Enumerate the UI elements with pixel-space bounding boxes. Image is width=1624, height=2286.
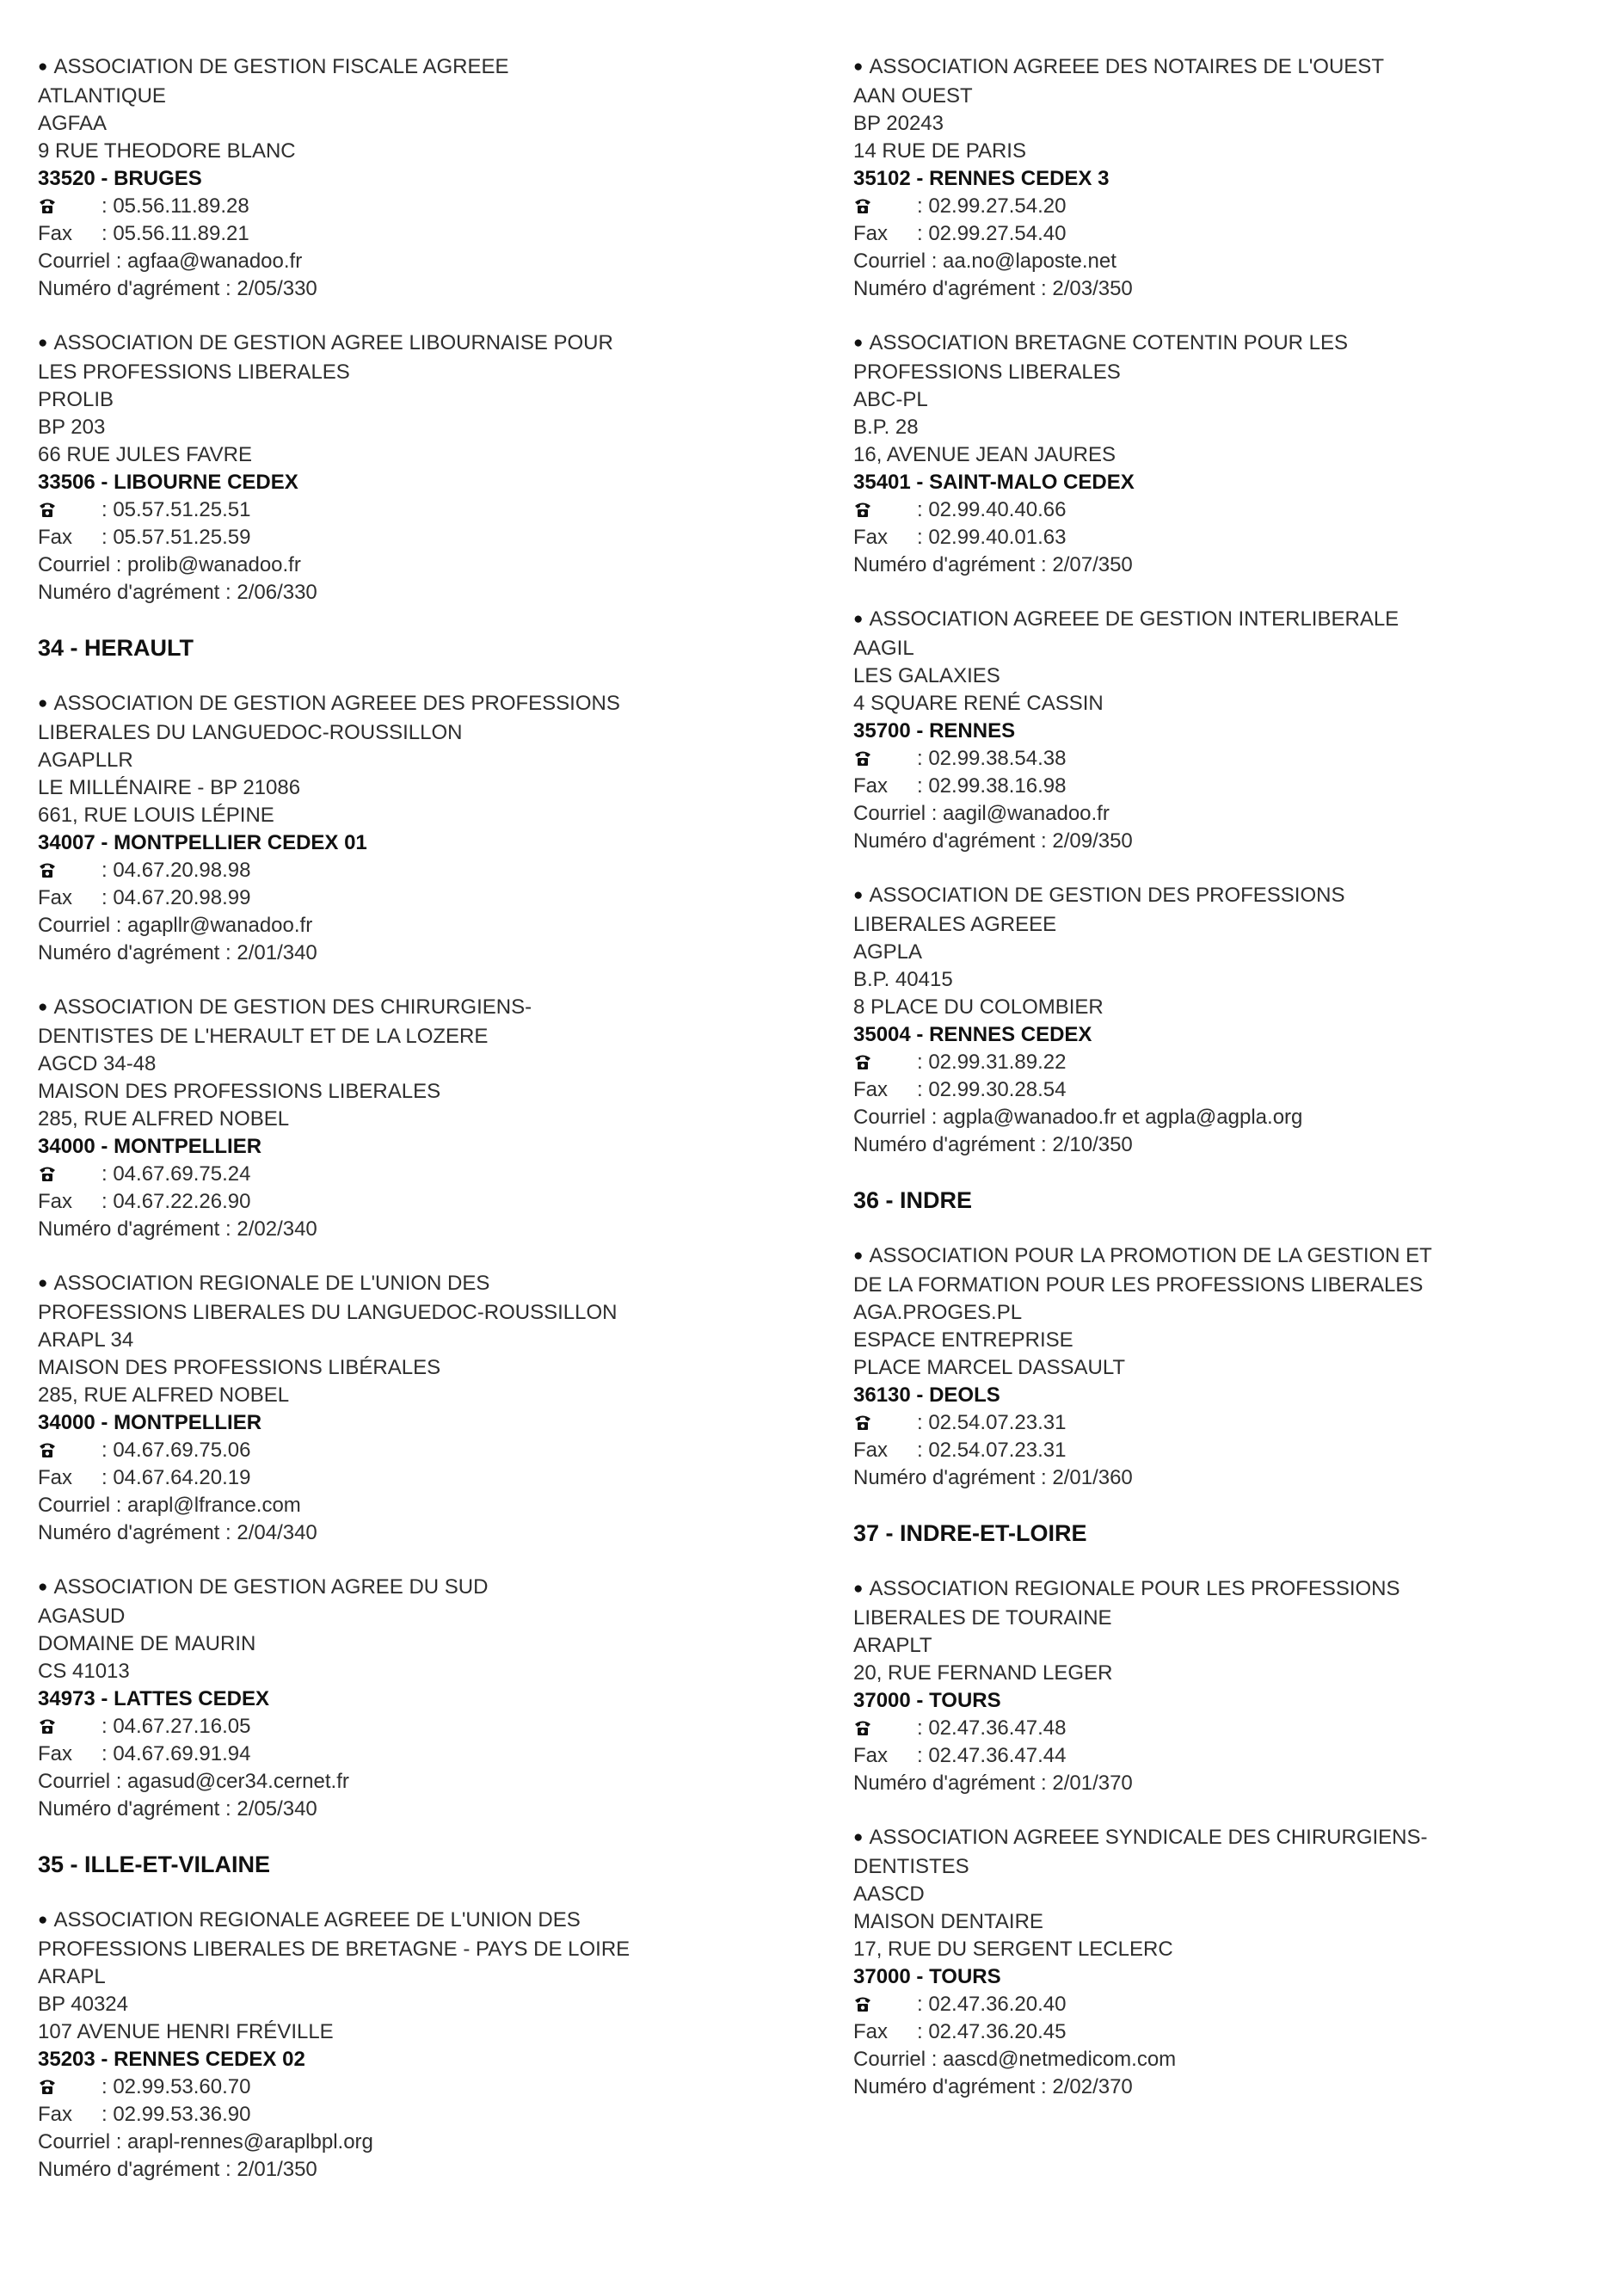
agrement-number: Numéro d'agrément : 2/01/350: [38, 2158, 317, 2181]
postal-city: 35102 - RENNES CEDEX 3: [853, 167, 1110, 190]
address-line: B.P. 40415: [853, 968, 953, 991]
fax-number: : 02.99.40.01.63: [917, 526, 1067, 549]
association-entry: [38, 690, 795, 967]
phone-row: [853, 1991, 1610, 2018]
phone-row: [38, 2073, 795, 2101]
address-line: ESPACE ENTREPRISE: [853, 1328, 1073, 1352]
address-line: ARAPL 34: [38, 1328, 134, 1352]
association-name: ● ASSOCIATION DE GESTION DES CHIRURGIENS-: [38, 994, 795, 1023]
address-line: AGA.PROGES.PL: [853, 1301, 1023, 1324]
fax-number: : 02.54.07.23.31: [917, 1439, 1067, 1462]
address-line: PLACE MARCEL DASSAULT: [853, 1356, 1126, 1379]
association-entry: [38, 330, 795, 607]
address-line: 661, RUE LOUIS LÉPINE: [38, 804, 274, 827]
association-entry: [853, 1242, 1610, 1492]
fax-row: [38, 1188, 795, 1216]
email-line: Courriel : arapl@lfrance.com: [38, 1494, 301, 1517]
agrement-number: Numéro d'agrément : 2/03/350: [853, 277, 1133, 300]
telephone-icon: [38, 1713, 102, 1741]
phone-number: : 02.99.27.54.20: [917, 194, 1067, 218]
address-line: LES GALAXIES: [853, 664, 1000, 687]
agrement-number: Numéro d'agrément : 2/05/340: [38, 1797, 317, 1821]
fax-row: [853, 220, 1610, 248]
fax-number: : 04.67.22.26.90: [102, 1190, 251, 1213]
agrement-number: Numéro d'agrément : 2/04/340: [38, 1521, 317, 1544]
fax-number: : 04.67.69.91.94: [102, 1742, 251, 1765]
address-line: 285, RUE ALFRED NOBEL: [38, 1107, 290, 1131]
address-line: AAN OUEST: [853, 84, 973, 108]
phone-number: : 02.99.38.54.38: [917, 747, 1067, 770]
address-line: ARAPLT: [853, 1634, 932, 1657]
left-column: [38, 53, 795, 2210]
fax-row: [853, 524, 1610, 551]
phone-number: : 02.47.36.47.48: [917, 1716, 1067, 1740]
association-entry: [853, 1824, 1610, 2101]
association-name: ● ASSOCIATION REGIONALE DE L'UNION DES: [38, 1270, 795, 1299]
postal-city: 35401 - SAINT-MALO CEDEX: [853, 471, 1135, 494]
agrement-number: Numéro d'agrément : 2/05/330: [38, 277, 317, 300]
address-line: ARAPL: [38, 1965, 106, 1988]
postal-city: 34007 - MONTPELLIER CEDEX 01: [38, 831, 367, 854]
phone-number: : 05.57.51.25.51: [102, 498, 251, 521]
fax-label: Fax: [853, 2020, 889, 2043]
address-line: 17, RUE DU SERGENT LECLERC: [853, 1938, 1173, 1961]
address-line: 285, RUE ALFRED NOBEL: [38, 1383, 290, 1407]
email-line: Courriel : agpla@wanadoo.fr et agpla@agpla.org: [853, 1106, 1303, 1129]
postal-city: 33520 - BRUGES: [38, 167, 202, 190]
agrement-number: Numéro d'agrément : 2/01/370: [853, 1771, 1133, 1795]
fax-row: [38, 524, 795, 551]
telephone-icon: [38, 2073, 102, 2101]
fax-number: : 02.99.53.36.90: [102, 2103, 251, 2126]
association-name: ● ASSOCIATION POUR LA PROMOTION DE LA GESTION ET: [853, 1242, 1610, 1272]
address-line: LIBERALES DE TOURAINE: [853, 1606, 1112, 1630]
section-heading: 35 - ILLE-ET-VILAINE: [38, 1852, 271, 1877]
postal-city: 35004 - RENNES CEDEX: [853, 1023, 1092, 1046]
address-line: MAISON DES PROFESSIONS LIBERALES: [38, 1080, 441, 1103]
telephone-icon: [38, 193, 102, 220]
address-line: MAISON DENTAIRE: [853, 1910, 1043, 1933]
phone-number: : 04.67.69.75.24: [102, 1162, 251, 1186]
fax-row: [853, 2018, 1610, 2046]
phone-row: [853, 1715, 1610, 1742]
association-entry: [38, 1270, 795, 1547]
address-line: AAGIL: [853, 637, 914, 660]
agrement-number: Numéro d'agrément : 2/02/370: [853, 2075, 1133, 2098]
phone-number: : 04.67.69.75.06: [102, 1439, 251, 1462]
agrement-number: Numéro d'agrément : 2/07/350: [853, 553, 1133, 576]
postal-city: 34000 - MONTPELLIER: [38, 1135, 262, 1158]
fax-label: Fax: [38, 1466, 73, 1489]
address-line: DE LA FORMATION POUR LES PROFESSIONS LIBERALES: [853, 1273, 1424, 1297]
address-line: AGASUD: [38, 1605, 126, 1628]
address-line: AGCD 34-48: [38, 1052, 157, 1075]
address-line: PROFESSIONS LIBERALES: [853, 360, 1121, 384]
association-entry: [38, 1907, 795, 2184]
fax-row: [853, 1437, 1610, 1464]
association-entry: [853, 1575, 1610, 1797]
agrement-number: Numéro d'agrément : 2/01/340: [38, 941, 317, 964]
email-line: Courriel : aagil@wanadoo.fr: [853, 802, 1110, 825]
address-line: LES PROFESSIONS LIBERALES: [38, 360, 350, 384]
phone-number: : 05.56.11.89.28: [102, 194, 249, 218]
address-line: CS 41013: [38, 1660, 130, 1683]
postal-city: 36130 - DEOLS: [853, 1383, 1000, 1407]
email-line: Courriel : agapllr@wanadoo.fr: [38, 914, 313, 937]
agrement-number: Numéro d'agrément : 2/10/350: [853, 1133, 1133, 1156]
phone-row: [853, 496, 1610, 524]
fax-row: [38, 220, 795, 248]
association-entry: [853, 330, 1610, 579]
fax-row: [853, 773, 1610, 800]
association-name: ● ASSOCIATION DE GESTION AGREE DU SUD: [38, 1574, 795, 1603]
agrement-number: Numéro d'agrément : 2/09/350: [853, 829, 1133, 853]
phone-row: [38, 1161, 795, 1188]
fax-number: : 04.67.20.98.99: [102, 886, 251, 909]
association-entry: [853, 882, 1610, 1159]
fax-label: Fax: [853, 774, 889, 798]
phone-row: [38, 496, 795, 524]
association-name: ● ASSOCIATION REGIONALE POUR LES PROFESSIONS: [853, 1575, 1610, 1605]
address-line: LIBERALES AGREEE: [853, 913, 1057, 936]
fax-number: : 02.47.36.47.44: [917, 1744, 1067, 1767]
telephone-icon: [38, 857, 102, 884]
phone-number: : 02.99.31.89.22: [917, 1051, 1067, 1074]
fax-number: : 02.99.27.54.40: [917, 222, 1067, 245]
phone-number: : 04.67.27.16.05: [102, 1715, 251, 1738]
fax-number: : 04.67.64.20.19: [102, 1466, 251, 1489]
fax-number: : 02.99.38.16.98: [917, 774, 1067, 798]
address-line: PROLIB: [38, 388, 114, 411]
association-name: ● ASSOCIATION AGREEE DES NOTAIRES DE L'OUEST: [853, 53, 1610, 83]
postal-city: 33506 - LIBOURNE CEDEX: [38, 471, 298, 494]
telephone-icon: [38, 496, 102, 524]
phone-row: [853, 1409, 1610, 1437]
fax-label: Fax: [853, 1439, 889, 1462]
address-line: DOMAINE DE MAURIN: [38, 1632, 256, 1655]
address-line: AASCD: [853, 1882, 925, 1906]
email-line: Courriel : arapl-rennes@araplbpl.org: [38, 2130, 373, 2154]
postal-city: 34973 - LATTES CEDEX: [38, 1687, 269, 1710]
telephone-icon: [853, 496, 917, 524]
address-line: AGFAA: [38, 112, 108, 135]
association-name: ● ASSOCIATION AGREEE SYNDICALE DES CHIRURGIENS-: [853, 1824, 1610, 1853]
fax-label: Fax: [853, 222, 889, 245]
postal-city: 35203 - RENNES CEDEX 02: [38, 2048, 305, 2071]
association-name: ● ASSOCIATION REGIONALE AGREEE DE L'UNION DES: [38, 1907, 795, 1936]
fax-label: Fax: [853, 1078, 889, 1101]
fax-number: : 02.99.30.28.54: [917, 1078, 1067, 1101]
fax-label: Fax: [38, 2103, 73, 2126]
fax-number: : 05.57.51.25.59: [102, 526, 251, 549]
association-entry: [38, 1574, 795, 1823]
email-line: Courriel : aascd@netmedicom.com: [853, 2048, 1177, 2071]
phone-row: [38, 1437, 795, 1464]
phone-row: [853, 193, 1610, 220]
address-line: 107 AVENUE HENRI FRÉVILLE: [38, 2020, 334, 2043]
address-line: 16, AVENUE JEAN JAURES: [853, 443, 1116, 466]
address-line: 14 RUE DE PARIS: [853, 139, 1026, 163]
telephone-icon: [38, 1437, 102, 1464]
address-line: 4 SQUARE RENÉ CASSIN: [853, 692, 1104, 715]
association-name: ● ASSOCIATION AGREEE DE GESTION INTERLIBERALE: [853, 606, 1610, 635]
email-line: Courriel : agfaa@wanadoo.fr: [38, 250, 303, 273]
phone-row: [853, 745, 1610, 773]
association-name: ● ASSOCIATION BRETAGNE COTENTIN POUR LES: [853, 330, 1610, 359]
association-name: ● ASSOCIATION DE GESTION FISCALE AGREEE: [38, 53, 795, 83]
postal-city: 34000 - MONTPELLIER: [38, 1411, 262, 1434]
fax-label: Fax: [38, 1190, 73, 1213]
address-line: DENTISTES DE L'HERAULT ET DE LA LOZERE: [38, 1025, 489, 1048]
phone-number: : 02.99.53.60.70: [102, 2075, 251, 2098]
address-line: 66 RUE JULES FAVRE: [38, 443, 252, 466]
fax-number: : 05.56.11.89.21: [102, 222, 249, 245]
fax-label: Fax: [853, 526, 889, 549]
fax-row: [38, 884, 795, 912]
fax-label: Fax: [38, 526, 73, 549]
phone-row: [38, 193, 795, 220]
address-line: LIBERALES DU LANGUEDOC-ROUSSILLON: [38, 721, 463, 744]
fax-row: [853, 1742, 1610, 1770]
postal-city: 37000 - TOURS: [853, 1965, 1001, 1988]
fax-row: [853, 1076, 1610, 1104]
address-line: BP 40324: [38, 1993, 128, 2016]
phone-number: : 02.99.40.40.66: [917, 498, 1067, 521]
address-line: 9 RUE THEODORE BLANC: [38, 139, 296, 163]
right-column: [853, 53, 1610, 2128]
agrement-number: Numéro d'agrément : 2/02/340: [38, 1217, 317, 1241]
phone-number: : 04.67.20.98.98: [102, 859, 251, 882]
address-line: B.P. 28: [853, 416, 919, 439]
agrement-number: Numéro d'agrément : 2/06/330: [38, 581, 317, 604]
section-heading: 34 - HERAULT: [38, 635, 194, 661]
email-line: Courriel : agasud@cer34.cernet.fr: [38, 1770, 349, 1793]
phone-row: [853, 1049, 1610, 1076]
telephone-icon: [853, 1991, 917, 2018]
fax-label: Fax: [38, 222, 73, 245]
phone-row: [38, 1713, 795, 1741]
address-line: 8 PLACE DU COLOMBIER: [853, 995, 1104, 1019]
telephone-icon: [38, 1161, 102, 1188]
fax-row: [38, 1464, 795, 1492]
phone-number: : 02.47.36.20.40: [917, 1993, 1067, 2016]
email-line: Courriel : prolib@wanadoo.fr: [38, 553, 301, 576]
address-line: AGAPLLR: [38, 749, 133, 772]
association-entry: [853, 606, 1610, 855]
address-line: MAISON DES PROFESSIONS LIBÉRALES: [38, 1356, 441, 1379]
telephone-icon: [853, 1409, 917, 1437]
agrement-number: Numéro d'agrément : 2/01/360: [853, 1466, 1133, 1489]
address-line: ABC-PL: [853, 388, 928, 411]
address-line: BP 203: [38, 416, 106, 439]
fax-label: Fax: [853, 1744, 889, 1767]
address-line: PROFESSIONS LIBERALES DU LANGUEDOC-ROUSSILLON: [38, 1301, 618, 1324]
postal-city: 35700 - RENNES: [853, 719, 1016, 742]
fax-number: : 02.47.36.20.45: [917, 2020, 1067, 2043]
address-line: 20, RUE FERNAND LEGER: [853, 1661, 1113, 1685]
address-line: ATLANTIQUE: [38, 84, 166, 108]
telephone-icon: [853, 1049, 917, 1076]
association-name: ● ASSOCIATION DE GESTION DES PROFESSIONS: [853, 882, 1610, 911]
address-line: BP 20243: [853, 112, 944, 135]
association-name: ● ASSOCIATION DE GESTION AGREE LIBOURNAISE POUR: [38, 330, 795, 359]
telephone-icon: [853, 745, 917, 773]
fax-label: Fax: [38, 886, 73, 909]
postal-city: 37000 - TOURS: [853, 1689, 1001, 1712]
fax-row: [38, 2101, 795, 2129]
email-line: Courriel : aa.no@laposte.net: [853, 250, 1116, 273]
section-heading: 37 - INDRE-ET-LOIRE: [853, 1520, 1087, 1546]
association-entry: [853, 53, 1610, 303]
association-name: ● ASSOCIATION DE GESTION AGREEE DES PROFESSIONS: [38, 690, 795, 719]
association-entry: [38, 53, 795, 303]
phone-row: [38, 857, 795, 884]
telephone-icon: [853, 1715, 917, 1742]
fax-row: [38, 1741, 795, 1768]
address-line: PROFESSIONS LIBERALES DE BRETAGNE - PAYS DE LOIRE: [38, 1938, 631, 1961]
association-entry: [38, 994, 795, 1243]
address-line: AGPLA: [853, 940, 923, 964]
phone-number: : 02.54.07.23.31: [917, 1411, 1067, 1434]
fax-label: Fax: [38, 1742, 73, 1765]
address-line: LE MILLÉNAIRE - BP 21086: [38, 776, 301, 799]
telephone-icon: [853, 193, 917, 220]
section-heading: 36 - INDRE: [853, 1187, 973, 1213]
address-line: DENTISTES: [853, 1855, 969, 1878]
